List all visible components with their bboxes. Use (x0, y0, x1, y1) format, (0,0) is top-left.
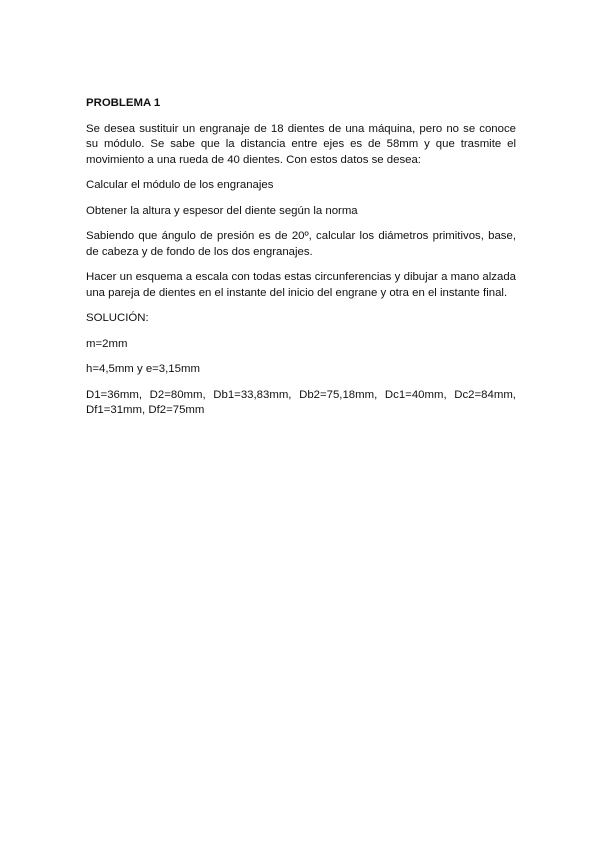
task-sketch: Hacer un esquema a escala con todas estas circunferencias y dibujar a mano alzada una pareja de dientes en el instante del inicio del engrane y otra en el instante final. (86, 271, 516, 299)
diameter-dc1: Dc1=40mm, (384, 388, 447, 401)
task-tooth-dimensions: Obtener la altura y espesor del diente según la norma (86, 204, 358, 217)
diameter-d1: D1=36mm, (86, 388, 143, 401)
problem-title: PROBLEMA 1 (86, 97, 161, 109)
answer-tooth: h=4,5mm y e=3,15mm (86, 363, 200, 375)
document-body (86, 96, 516, 429)
diameters-line-2: Df1=31mm, Df2=75mm (86, 404, 205, 416)
solution-heading: SOLUCIÓN: (86, 312, 149, 324)
task-module: Calcular el módulo de los engranajes (86, 179, 274, 191)
answer-module: m=2mm (86, 337, 128, 350)
problem-statement: Se desea sustituir un engranaje de 18 dientes de una máquina, pero no se conoce su módulo. Se sabe que la distancia entre ejes es de 58mm y que trasmite el movimiento a una rueda de 40 dientes. Con estos datos se desea: (86, 122, 516, 166)
diameter-dc2: Dc2=84mm, (454, 388, 516, 401)
task-diameters: Sabiendo que ángulo de presión es de 20º, calcular los diámetros primitivos, base, de cabeza y de fondo de los dos engranajes. (86, 230, 516, 258)
diameters-line-1 (86, 388, 516, 404)
answer-diameters (86, 388, 516, 419)
diameter-db2: Db2=75,18mm, (299, 388, 378, 401)
diameter-db1: Db1=33,83mm, (213, 388, 292, 401)
diameter-d2: D2=80mm, (149, 388, 206, 401)
